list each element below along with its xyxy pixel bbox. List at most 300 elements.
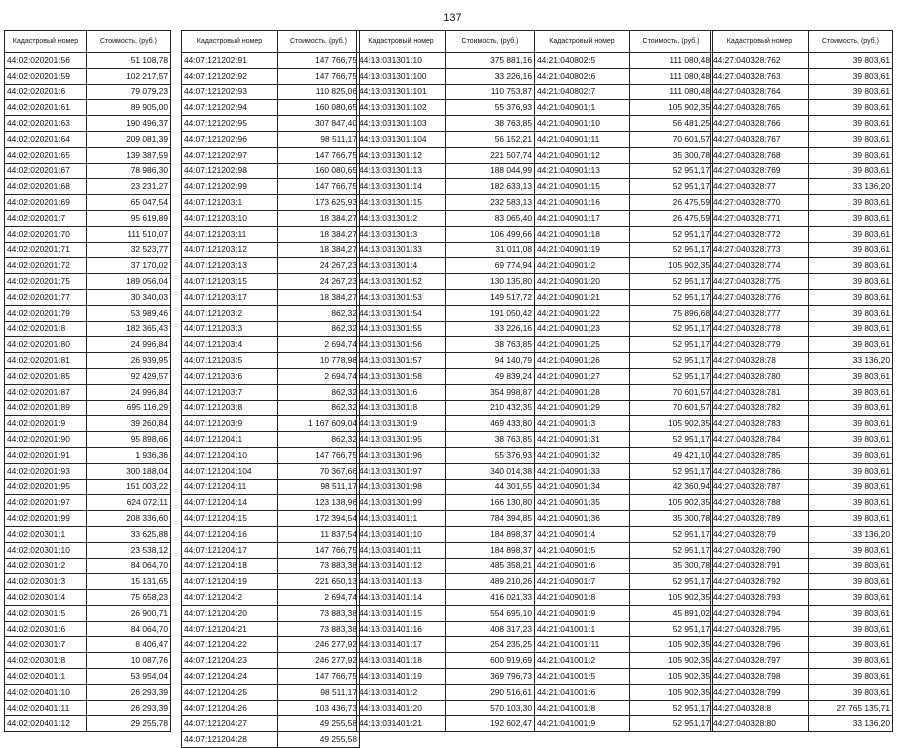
cadastral-number: 44:13:031401:17 <box>357 637 446 653</box>
cost-value: 38 763,85 <box>446 116 535 132</box>
table-row <box>357 447 535 463</box>
table-row <box>535 305 713 321</box>
cadastral-number: 44:13:031401:14 <box>357 590 446 606</box>
cadastral-number: 44:02:020201:85 <box>5 368 87 384</box>
cost-value: 79 079,23 <box>87 84 171 100</box>
cadastral-number: 44:27:040328:778 <box>711 321 809 337</box>
cadastral-number: 44:02:020201:77 <box>5 289 87 305</box>
cadastral-number: 44:07:121204:26 <box>182 700 278 716</box>
header-row <box>711 31 893 53</box>
cost-value: 39 803,61 <box>809 558 893 574</box>
cadastral-number: 44:07:121204:22 <box>182 637 278 653</box>
table-row <box>182 321 360 337</box>
table-row <box>711 242 893 258</box>
header-cost: Стоимость, (руб.) <box>809 31 893 53</box>
table-row <box>182 242 360 258</box>
cadastral-number: 44:13:031301:54 <box>357 305 446 321</box>
table-row <box>182 100 360 116</box>
cadastral-number: 44:21:040901:31 <box>535 432 630 448</box>
cost-value: 105 902,35 <box>630 495 713 511</box>
cadastral-number: 44:13:031301:13 <box>357 163 446 179</box>
cost-value: 53 989,46 <box>87 305 171 321</box>
cadastral-number: 44:07:121203:17 <box>182 289 278 305</box>
cost-value: 39 803,61 <box>809 274 893 290</box>
table-row <box>535 416 713 432</box>
table-row <box>5 479 171 495</box>
cadastre-table-5 <box>710 30 893 732</box>
cadastral-number: 44:21:040901:28 <box>535 384 630 400</box>
cost-value: 111 080,48 <box>630 53 713 69</box>
table-row <box>711 653 893 669</box>
cadastral-number: 44:21:041001:2 <box>535 653 630 669</box>
cadastral-number: 44:21:040901:2 <box>535 258 630 274</box>
cadastral-number: 44:07:121202:94 <box>182 100 278 116</box>
table-row <box>711 684 893 700</box>
table-row <box>5 558 171 574</box>
cost-value: 39 803,61 <box>809 590 893 606</box>
cost-value: 73 883,38 <box>278 558 360 574</box>
cadastral-number: 44:02:020201:7 <box>5 210 87 226</box>
table-row <box>5 432 171 448</box>
cadastral-number: 44:02:020301:4 <box>5 590 87 606</box>
table-row <box>5 653 171 669</box>
cost-value: 70 367,66 <box>278 463 360 479</box>
cadastral-number: 44:02:020401:1 <box>5 669 87 685</box>
cost-value: 1 167 609,04 <box>278 416 360 432</box>
table-row <box>357 100 535 116</box>
cadastral-number: 44:13:031301:6 <box>357 384 446 400</box>
cost-value: 39 803,61 <box>809 621 893 637</box>
header-cadastral-number: Кадастровый номер <box>5 31 87 53</box>
cost-value: 29 255,78 <box>87 716 171 732</box>
table-row <box>711 147 893 163</box>
table-row <box>182 684 360 700</box>
cost-value: 554 695,10 <box>446 605 535 621</box>
cadastral-number: 44:13:031301:58 <box>357 368 446 384</box>
table-row <box>357 558 535 574</box>
cost-value: 2 694,74 <box>278 590 360 606</box>
cadastral-number: 44:27:040328:8 <box>711 700 809 716</box>
cadastral-number: 44:02:020301:7 <box>5 637 87 653</box>
cadastral-number: 44:07:121203:15 <box>182 274 278 290</box>
cadastral-number: 44:07:121204:16 <box>182 526 278 542</box>
table-row <box>711 321 893 337</box>
cost-value: 98 511,17 <box>278 684 360 700</box>
table-row <box>535 716 713 732</box>
table-row <box>182 447 360 463</box>
table-row <box>182 305 360 321</box>
table-row <box>357 716 535 732</box>
cadastral-number: 44:13:031401:21 <box>357 716 446 732</box>
cost-value: 190 496,37 <box>87 116 171 132</box>
cost-value: 191 050,42 <box>446 305 535 321</box>
table-row <box>182 621 360 637</box>
table-row <box>711 100 893 116</box>
cost-value: 52 951,17 <box>630 432 713 448</box>
cost-value: 69 774,94 <box>446 258 535 274</box>
table-row <box>357 653 535 669</box>
table-row <box>182 179 360 195</box>
table-row <box>357 226 535 242</box>
table-row <box>357 479 535 495</box>
cost-value: 52 951,17 <box>630 542 713 558</box>
table-row <box>182 337 360 353</box>
table-row <box>5 258 171 274</box>
cadastral-number: 44:07:121204:10 <box>182 447 278 463</box>
cadastral-number: 44:07:121204:11 <box>182 479 278 495</box>
cadastral-number: 44:02:020201:71 <box>5 242 87 258</box>
table-row <box>182 368 360 384</box>
cadastral-number: 44:21:041001:1 <box>535 621 630 637</box>
table-row <box>182 147 360 163</box>
table-row <box>357 495 535 511</box>
cost-value: 15 131,65 <box>87 574 171 590</box>
table-row <box>357 621 535 637</box>
table-row <box>5 526 171 542</box>
cadastral-number: 44:02:020201:69 <box>5 195 87 211</box>
table-row <box>5 700 171 716</box>
cadastral-number: 44:02:020201:89 <box>5 400 87 416</box>
table-row <box>711 526 893 542</box>
cadastral-number: 44:07:121204:25 <box>182 684 278 700</box>
cadastral-number: 44:27:040328:767 <box>711 131 809 147</box>
table-row <box>5 53 171 69</box>
cadastral-number: 44:27:040328:765 <box>711 100 809 116</box>
cost-value: 485 358,21 <box>446 558 535 574</box>
cadastral-number: 44:27:040328:790 <box>711 542 809 558</box>
table-row <box>535 131 713 147</box>
cost-value: 166 130,80 <box>446 495 535 511</box>
cost-value: 110 753,87 <box>446 84 535 100</box>
cost-value: 24 996,84 <box>87 384 171 400</box>
cadastral-number: 44:27:040328:764 <box>711 84 809 100</box>
cadastral-number: 44:13:031301:102 <box>357 100 446 116</box>
table-row <box>357 463 535 479</box>
cadastral-number: 44:07:121202:91 <box>182 53 278 69</box>
cadastral-number: 44:02:020201:63 <box>5 116 87 132</box>
cost-value: 184 898,37 <box>446 526 535 542</box>
cost-value: 52 951,17 <box>630 226 713 242</box>
table-row <box>357 116 535 132</box>
table-row <box>357 669 535 685</box>
cadastral-number: 44:07:121203:11 <box>182 226 278 242</box>
cadastral-number: 44:13:031301:2 <box>357 210 446 226</box>
cost-value: 149 517,72 <box>446 289 535 305</box>
table-row <box>357 400 535 416</box>
cost-value: 24 267,23 <box>278 274 360 290</box>
cadastral-number: 44:13:031301:33 <box>357 242 446 258</box>
table-row <box>357 68 535 84</box>
cost-value: 70 601,57 <box>630 400 713 416</box>
cost-value: 65 047,54 <box>87 195 171 211</box>
table-row <box>711 700 893 716</box>
table-row <box>711 179 893 195</box>
table-row <box>5 337 171 353</box>
cost-value: 39 803,61 <box>809 384 893 400</box>
cost-value: 39 803,61 <box>809 416 893 432</box>
cost-value: 39 803,61 <box>809 337 893 353</box>
cadastral-number: 44:07:121204:2 <box>182 590 278 606</box>
table-row <box>5 84 171 100</box>
cost-value: 130 135,80 <box>446 274 535 290</box>
cost-value: 70 601,57 <box>630 384 713 400</box>
table-row <box>535 368 713 384</box>
cost-value: 39 260,84 <box>87 416 171 432</box>
cost-value: 147 766,75 <box>278 179 360 195</box>
cadastral-number: 44:27:040328:784 <box>711 432 809 448</box>
table-row <box>357 163 535 179</box>
cadastral-number: 44:21:040802:5 <box>535 53 630 69</box>
table-row <box>711 353 893 369</box>
cost-value: 52 951,17 <box>630 179 713 195</box>
table-row <box>535 621 713 637</box>
cost-value: 18 384,27 <box>278 242 360 258</box>
table-row <box>182 416 360 432</box>
table-row <box>711 542 893 558</box>
table-row <box>357 384 535 400</box>
cadastral-number: 44:21:040901:1 <box>535 100 630 116</box>
table-row <box>182 637 360 653</box>
table-row <box>5 511 171 527</box>
cost-value: 139 387,59 <box>87 147 171 163</box>
cost-value: 105 902,35 <box>630 100 713 116</box>
cost-value: 18 384,27 <box>278 289 360 305</box>
cadastral-number: 44:27:040328:775 <box>711 274 809 290</box>
cost-value: 105 902,35 <box>630 416 713 432</box>
table-row <box>711 116 893 132</box>
cadastral-number: 44:02:020301:6 <box>5 621 87 637</box>
cadastral-number: 44:02:020301:5 <box>5 605 87 621</box>
cadastral-number: 44:02:020201:93 <box>5 463 87 479</box>
table-row <box>711 637 893 653</box>
cost-value: 84 064,70 <box>87 558 171 574</box>
cost-value: 39 803,61 <box>809 116 893 132</box>
table-row <box>711 131 893 147</box>
table-row <box>711 479 893 495</box>
cadastral-number: 44:02:020201:9 <box>5 416 87 432</box>
table-row <box>711 558 893 574</box>
cost-value: 45 891,02 <box>630 605 713 621</box>
cost-value: 78 986,30 <box>87 163 171 179</box>
cadastral-number: 44:02:020301:1 <box>5 526 87 542</box>
cadastral-number: 44:13:031301:8 <box>357 400 446 416</box>
cost-value: 246 277,92 <box>278 637 360 653</box>
table-row <box>535 558 713 574</box>
cost-value: 39 803,61 <box>809 495 893 511</box>
cost-value: 39 803,61 <box>809 669 893 685</box>
cadastral-number: 44:13:031301:56 <box>357 337 446 353</box>
table-row <box>535 289 713 305</box>
table-row <box>182 258 360 274</box>
cost-value: 39 803,61 <box>809 574 893 590</box>
table-row <box>182 84 360 100</box>
cadastral-number: 44:02:020401:10 <box>5 684 87 700</box>
cost-value: 98 511,17 <box>278 131 360 147</box>
cadastral-number: 44:07:121202:97 <box>182 147 278 163</box>
table-row <box>711 195 893 211</box>
cadastral-number: 44:02:020201:99 <box>5 511 87 527</box>
cost-value: 35 300,78 <box>630 147 713 163</box>
table-row <box>357 53 535 69</box>
cadastral-number: 44:07:121204:17 <box>182 542 278 558</box>
table-row <box>711 274 893 290</box>
cost-value: 39 803,61 <box>809 605 893 621</box>
cadastral-number: 44:13:031301:10 <box>357 53 446 69</box>
cadastral-number: 44:07:121204:19 <box>182 574 278 590</box>
cost-value: 147 766,75 <box>278 147 360 163</box>
cadastral-number: 44:27:040328:78 <box>711 353 809 369</box>
table-row <box>5 321 171 337</box>
cost-value: 375 881,16 <box>446 53 535 69</box>
table-row <box>182 131 360 147</box>
table-row <box>182 274 360 290</box>
table-row <box>5 368 171 384</box>
cost-value: 10 778,98 <box>278 353 360 369</box>
table-row <box>535 542 713 558</box>
cadastral-number: 44:21:040901:34 <box>535 479 630 495</box>
table-row <box>182 210 360 226</box>
table-row <box>535 242 713 258</box>
table-row <box>535 258 713 274</box>
cost-value: 52 951,17 <box>630 700 713 716</box>
cadastral-number: 44:13:031301:12 <box>357 147 446 163</box>
cadastral-number: 44:21:040901:12 <box>535 147 630 163</box>
table-row <box>535 700 713 716</box>
table-row <box>182 163 360 179</box>
cadastral-number: 44:27:040328:782 <box>711 400 809 416</box>
cost-value: 147 766,75 <box>278 68 360 84</box>
cost-value: 26 900,71 <box>87 605 171 621</box>
cadastral-number: 44:07:121203:4 <box>182 337 278 353</box>
cadastral-number: 44:13:031401:20 <box>357 700 446 716</box>
cost-value: 102 217,57 <box>87 68 171 84</box>
cadastral-number: 44:02:020201:8 <box>5 321 87 337</box>
cadastral-number: 44:07:121203:12 <box>182 242 278 258</box>
cost-value: 105 902,35 <box>630 637 713 653</box>
cadastral-number: 44:13:031401:1 <box>357 511 446 527</box>
cost-value: 147 766,75 <box>278 447 360 463</box>
cadastral-number: 44:21:040901:16 <box>535 195 630 211</box>
cadastral-number: 44:27:040328:79 <box>711 526 809 542</box>
table-row <box>357 353 535 369</box>
table-row <box>182 353 360 369</box>
cadastral-number: 44:21:041001:5 <box>535 669 630 685</box>
cost-value: 254 235,25 <box>446 637 535 653</box>
cadastral-number: 44:02:020201:56 <box>5 53 87 69</box>
table-row <box>5 716 171 732</box>
table-row <box>5 590 171 606</box>
table-row <box>5 195 171 211</box>
table-row <box>182 542 360 558</box>
table-row <box>357 637 535 653</box>
cost-value: 39 803,61 <box>809 226 893 242</box>
table-row <box>711 53 893 69</box>
table-row <box>535 400 713 416</box>
table-row <box>357 574 535 590</box>
cost-value: 300 188,04 <box>87 463 171 479</box>
cadastral-number: 44:07:121204:20 <box>182 605 278 621</box>
table-row <box>711 416 893 432</box>
cadastral-number: 44:21:040802:6 <box>535 68 630 84</box>
table-row <box>535 590 713 606</box>
cadastral-number: 44:21:040901:22 <box>535 305 630 321</box>
cadastral-number: 44:27:040328:788 <box>711 495 809 511</box>
cost-value: 111 510,07 <box>87 226 171 242</box>
cost-value: 73 883,38 <box>278 605 360 621</box>
table-row <box>711 621 893 637</box>
cadastral-number: 44:21:040901:9 <box>535 605 630 621</box>
cost-value: 369 796,73 <box>446 669 535 685</box>
table-row <box>182 669 360 685</box>
cost-value: 18 384,27 <box>278 226 360 242</box>
cost-value: 94 140,79 <box>446 353 535 369</box>
cadastral-number: 44:27:040328:772 <box>711 226 809 242</box>
cadastral-number: 44:02:020201:95 <box>5 479 87 495</box>
table-row <box>5 274 171 290</box>
cadastral-number: 44:02:020201:68 <box>5 179 87 195</box>
cadastral-number: 44:21:040901:6 <box>535 558 630 574</box>
cost-value: 39 803,61 <box>809 210 893 226</box>
cadastral-number: 44:07:121204:14 <box>182 495 278 511</box>
cost-value: 39 803,61 <box>809 68 893 84</box>
cadastral-number: 44:13:031301:9 <box>357 416 446 432</box>
cadastral-number: 44:27:040328:770 <box>711 195 809 211</box>
cost-value: 600 919,69 <box>446 653 535 669</box>
cost-value: 695 116,29 <box>87 400 171 416</box>
cadastral-number: 44:27:040328:795 <box>711 621 809 637</box>
table-row <box>711 590 893 606</box>
cost-value: 105 902,35 <box>630 590 713 606</box>
table-row <box>5 416 171 432</box>
cost-value: 95 619,89 <box>87 210 171 226</box>
table-row <box>535 447 713 463</box>
table-row <box>535 384 713 400</box>
cost-value: 52 951,17 <box>630 368 713 384</box>
cadastral-number: 44:27:040328:763 <box>711 68 809 84</box>
cadastre-table-3 <box>356 30 535 732</box>
cost-value: 39 803,61 <box>809 305 893 321</box>
cost-value: 98 511,17 <box>278 479 360 495</box>
header-row <box>357 31 535 53</box>
cadastral-number: 44:02:020301:10 <box>5 542 87 558</box>
cost-value: 70 601,57 <box>630 131 713 147</box>
cost-value: 147 766,75 <box>278 669 360 685</box>
cost-value: 55 376,93 <box>446 447 535 463</box>
table-row <box>711 384 893 400</box>
table-row <box>711 463 893 479</box>
table-row <box>535 147 713 163</box>
cost-value: 8 406,47 <box>87 637 171 653</box>
cost-value: 39 803,61 <box>809 131 893 147</box>
cadastral-number: 44:07:121202:98 <box>182 163 278 179</box>
cadastral-number: 44:21:040901:32 <box>535 447 630 463</box>
cost-value: 52 951,17 <box>630 242 713 258</box>
table-row <box>5 163 171 179</box>
cost-value: 32 523,77 <box>87 242 171 258</box>
cadastral-number: 44:27:040328:794 <box>711 605 809 621</box>
table-row <box>182 716 360 732</box>
cadastral-number: 44:27:040328:774 <box>711 258 809 274</box>
cost-value: 189 056,04 <box>87 274 171 290</box>
table-row <box>535 84 713 100</box>
cost-value: 209 081,39 <box>87 131 171 147</box>
cadastral-number: 44:13:031301:99 <box>357 495 446 511</box>
cadastral-number: 44:07:121204:27 <box>182 716 278 732</box>
cost-value: 83 065,40 <box>446 210 535 226</box>
cadastral-number: 44:13:031301:100 <box>357 68 446 84</box>
header-row <box>535 31 713 53</box>
table-row <box>535 353 713 369</box>
